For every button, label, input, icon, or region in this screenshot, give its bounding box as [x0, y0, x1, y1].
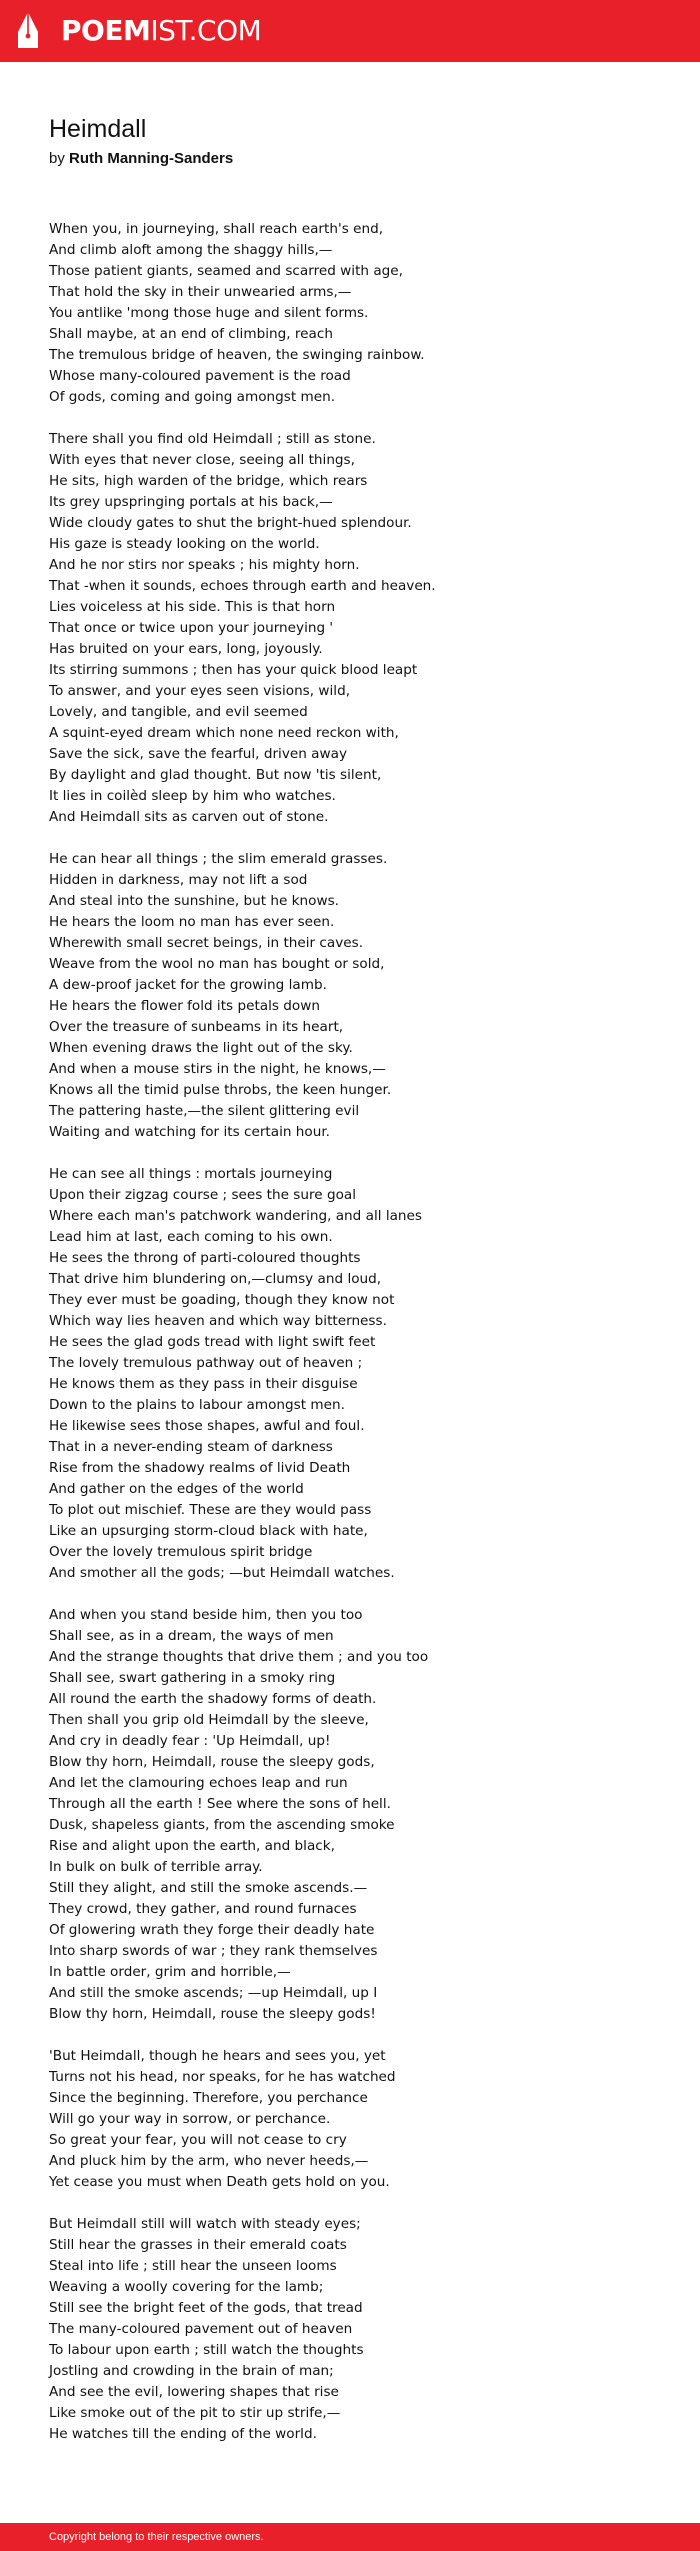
poem-line: That hold the sky in their unwearied arms,— [49, 284, 352, 300]
poem-line: The pattering haste,—the silent glittering evil [49, 1103, 360, 1119]
poem-line: Blow thy horn, Heimdall, rouse the sleepy gods! [49, 2006, 376, 2022]
poem-line: With eyes that never close, seeing all things, [49, 452, 355, 468]
poem-line: Jostling and crowding in the brain of man; [49, 2363, 334, 2379]
poem-line: He watches till the ending of the world. [49, 2426, 317, 2442]
stanza [49, 1605, 669, 2025]
poem-line: Still see the bright feet of the gods, that tread [49, 2300, 363, 2316]
poem-line: All round the earth the shadowy forms of death. [49, 1691, 377, 1707]
poem-line: Still they alight, and still the smoke ascends.— [49, 1880, 368, 1896]
poem-line: Shall maybe, at an end of climbing, reach [49, 326, 333, 342]
author-name[interactable]: Ruth Manning-Sanders [69, 150, 234, 167]
poem-line: And climb aloft among the shaggy hills,— [49, 242, 333, 258]
poem-line: And smother all the gods; —but Heimdall watches. [49, 1565, 395, 1581]
stanza [49, 219, 669, 408]
poem-line: Where each man's patchwork wandering, and all lanes [49, 1208, 422, 1224]
stanza [49, 1164, 669, 1584]
poem-line: He sees the throng of parti-coloured thoughts [49, 1250, 361, 1266]
poem-line: Weave from the wool no man has bought or sold, [49, 956, 385, 972]
poem-line: And pluck him by the arm, who never heeds,— [49, 2153, 369, 2169]
poem-line: He hears the flower fold its petals down [49, 998, 320, 1014]
poem-body [49, 219, 669, 2466]
poem-line: 'But Heimdall, though he hears and sees you, yet [49, 2048, 386, 2064]
poem-line: And when a mouse stirs in the night, he knows,— [49, 1061, 386, 1077]
poem-line: A dew-proof jacket for the growing lamb. [49, 977, 327, 993]
poem-line: Through all the earth ! See where the sons of hell. [49, 1796, 391, 1812]
poem-line: The lovely tremulous pathway out of heaven ; [49, 1355, 363, 1371]
poem-line: He can hear all things ; the slim emerald grasses. [49, 851, 388, 867]
poem-line: Its stirring summons ; then has your quick blood leapt [49, 662, 418, 678]
poem-byline [49, 148, 233, 170]
stanza [49, 2214, 669, 2445]
poem-line: Over the treasure of sunbeams in its heart, [49, 1019, 344, 1035]
poem-line: To labour upon earth ; still watch the thoughts [49, 2342, 364, 2358]
poem-line: Down to the plains to labour amongst men. [49, 1397, 345, 1413]
poem-line: Rise from the shadowy realms of livid Death [49, 1460, 351, 1476]
poem-line: Upon their zigzag course ; sees the sure goal [49, 1187, 357, 1203]
poem-line: Still hear the grasses in their emerald coats [49, 2237, 347, 2253]
poem-line: Turns not his head, nor speaks, for he has watched [49, 2069, 396, 2085]
poem-line: Which way lies heaven and which way bitterness. [49, 1313, 387, 1329]
poem-line: You antlike 'mong those huge and silent forms. [49, 305, 369, 321]
poem-line: Like an upsurging storm-cloud black with hate, [49, 1523, 368, 1539]
poem-line: And see the evil, lowering shapes that rise [49, 2384, 339, 2400]
poem-line: Weaving a woolly covering for the lamb; [49, 2279, 324, 2295]
poem-line: And Heimdall sits as carven out of stone. [49, 809, 329, 825]
poem-line: The many-coloured pavement out of heaven [49, 2321, 353, 2337]
poem-line: He knows them as they pass in their disguise [49, 1376, 358, 1392]
poem-line: That -when it sounds, echoes through earth and heaven. [49, 578, 436, 594]
poem-line: And cry in deadly fear : 'Up Heimdall, up! [49, 1733, 331, 1749]
poem-line: And let the clamouring echoes leap and run [49, 1775, 348, 1791]
poem-line: In battle order, grim and horrible,— [49, 1964, 291, 1980]
poem-line: Steal into life ; still hear the unseen looms [49, 2258, 337, 2274]
poem-line: They crowd, they gather, and round furnaces [49, 1901, 357, 1917]
poem-line: They ever must be goading, though they know not [49, 1292, 395, 1308]
poem-line: To plot out mischief. These are they would pass [49, 1502, 372, 1518]
poem-line: Blow thy horn, Heimdall, rouse the sleepy gods, [49, 1754, 375, 1770]
poem-line: When evening draws the light out of the sky. [49, 1040, 353, 1056]
copyright-notice: Copyright belong to their respective owners. [49, 2531, 264, 2543]
poem-line: Save the sick, save the fearful, driven away [49, 746, 347, 762]
pen-nib-icon[interactable] [16, 11, 40, 49]
poem-line: Its grey upspringing portals at his back,— [49, 494, 333, 510]
poem-line: The tremulous bridge of heaven, the swinging rainbow. [49, 347, 425, 363]
poem-line: So great your fear, you will not cease to cry [49, 2132, 347, 2148]
poem-line: And the strange thoughts that drive them ; and you too [49, 1649, 429, 1665]
poem-line: But Heimdall still will watch with steady eyes; [49, 2216, 361, 2232]
poem-line: In bulk on bulk of terrible array. [49, 1859, 263, 1875]
poem-line: His gaze is steady looking on the world. [49, 536, 320, 552]
poem-line: He likewise sees those shapes, awful and foul. [49, 1418, 365, 1434]
poem-line: And steal into the sunshine, but he knows. [49, 893, 339, 909]
stanza [49, 849, 669, 1143]
poem-line: Shall see, as in a dream, the ways of men [49, 1628, 334, 1644]
poem-line: By daylight and glad thought. But now 'tis silent, [49, 767, 382, 783]
poem-line: He sits, high warden of the bridge, which rears [49, 473, 368, 489]
site-footer [0, 2523, 700, 2551]
poem-title: Heimdall [49, 115, 147, 143]
poem-line: Dusk, shapeless giants, from the ascending smoke [49, 1817, 395, 1833]
poem-line: There shall you find old Heimdall ; still as stone. [49, 431, 376, 447]
poem-line: Into sharp swords of war ; they rank themselves [49, 1943, 378, 1959]
poem-line: To answer, and your eyes seen visions, wild, [49, 683, 351, 699]
poem-line: He hears the loom no man has ever seen. [49, 914, 335, 930]
poem-line: That drive him blundering on,—clumsy and loud, [49, 1271, 382, 1287]
byline-prefix: by [49, 150, 65, 167]
poem-line: Lies voiceless at his side. This is that horn [49, 599, 336, 615]
poem-line: Over the lovely tremulous spirit bridge [49, 1544, 313, 1560]
poem-line: Yet cease you must when Death gets hold on you. [49, 2174, 390, 2190]
poem-line: Since the beginning. Therefore, you perchance [49, 2090, 368, 2106]
poem-line: Wherewith small secret beings, in their caves. [49, 935, 364, 951]
stanza [49, 2046, 669, 2193]
poem-line: Has bruited on your ears, long, joyously. [49, 641, 323, 657]
site-header [0, 0, 700, 62]
brand-rest: IST.COM [150, 14, 262, 47]
poem-line: Hidden in darkness, may not lift a sod [49, 872, 308, 888]
poem-line: Lovely, and tangible, and evil seemed [49, 704, 308, 720]
poem-line: When you, in journeying, shall reach earth's end, [49, 221, 384, 237]
poem-line: Of glowering wrath they forge their deadly hate [49, 1922, 375, 1938]
poem-line: Those patient giants, seamed and scarred with age, [49, 263, 403, 279]
poem-line: He sees the glad gods tread with light swift feet [49, 1334, 376, 1350]
brand-bold: POEM [61, 14, 151, 47]
poem-line: And still the smoke ascends; —up Heimdall, up I [49, 1985, 378, 2001]
poem-line: He can see all things : mortals journeying [49, 1166, 333, 1182]
poem-line: It lies in coilèd sleep by him who watches. [49, 788, 336, 804]
poem-line: Shall see, swart gathering in a smoky ring [49, 1670, 336, 1686]
stanza [49, 429, 669, 828]
poem-line: Rise and alight upon the earth, and black, [49, 1838, 335, 1854]
poem-line: Will go your way in sorrow, or perchance. [49, 2111, 331, 2127]
poem-line: Lead him at last, each coming to his own. [49, 1229, 333, 1245]
poem-line: And he nor stirs nor speaks ; his mighty horn. [49, 557, 360, 573]
poem-line: And gather on the edges of the world [49, 1481, 304, 1497]
poem-line: That in a never-ending steam of darkness [49, 1439, 333, 1455]
poem-line: Then shall you grip old Heimdall by the sleeve, [49, 1712, 369, 1728]
poem-line: That once or twice upon your journeying ' [49, 620, 334, 636]
poem-line: Like smoke out of the pit to stir up strife,— [49, 2405, 341, 2421]
poem-line: Knows all the timid pulse throbs, the keen hunger. [49, 1082, 392, 1098]
poem-line: A squint-eyed dream which none need reckon with, [49, 725, 399, 741]
poem-line: And when you stand beside him, then you too [49, 1607, 363, 1623]
site-logo-text[interactable] [61, 13, 261, 49]
poem-line: Whose many-coloured pavement is the road [49, 368, 351, 384]
poem-line: Of gods, coming and going amongst men. [49, 389, 336, 405]
poem-line: Waiting and watching for its certain hour. [49, 1124, 330, 1140]
poem-line: Wide cloudy gates to shut the bright-hued splendour. [49, 515, 412, 531]
